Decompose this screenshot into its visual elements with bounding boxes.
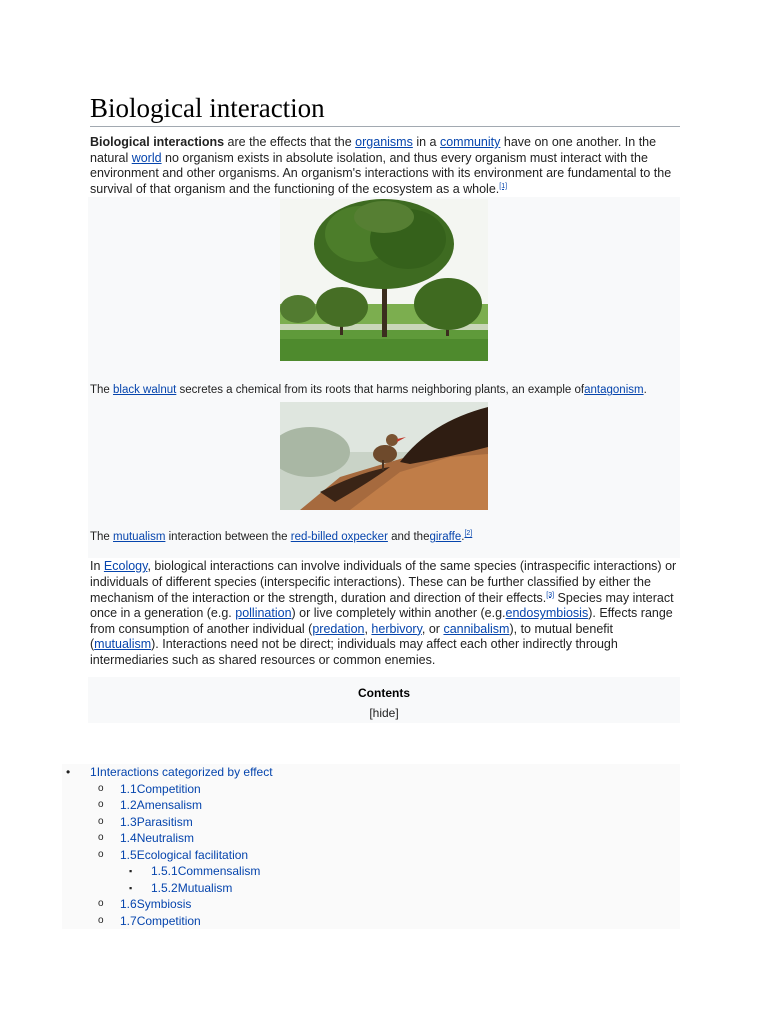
bullet-icon: o <box>98 815 104 827</box>
link-community[interactable]: community <box>439 135 501 149</box>
toc-number: 1.7 <box>120 913 137 928</box>
link-organisms[interactable]: organisms <box>355 135 413 149</box>
toc-number: 1.5.1 <box>151 864 178 878</box>
toc-list <box>62 764 680 929</box>
caption-text: secretes a chemical from its roots that harms neighboring plants, an example of <box>176 384 585 397</box>
link-world[interactable]: world <box>131 150 162 165</box>
oxpecker-image[interactable] <box>280 402 488 510</box>
black-walnut-image[interactable] <box>280 199 488 361</box>
toc-item[interactable] <box>62 880 680 897</box>
toc-item[interactable] <box>62 847 680 864</box>
link-endosymbiosis[interactable]: endosymbiosis <box>505 606 589 621</box>
toc-item[interactable] <box>62 913 680 930</box>
figure-caption <box>88 530 680 558</box>
toc-number: 1.2 <box>120 798 137 812</box>
toc-item[interactable] <box>62 863 680 880</box>
caption-text: . <box>461 531 465 544</box>
link-cannibalism[interactable]: cannibalism <box>443 621 510 636</box>
bullet-icon: o <box>98 799 104 810</box>
toc-item[interactable] <box>62 814 680 831</box>
link-antagonism[interactable]: antagonism <box>584 384 644 397</box>
body-text: ). Effects range from consumption of another individual ( <box>90 606 673 636</box>
link-giraffe[interactable]: giraffe <box>429 531 462 544</box>
toc-item[interactable] <box>62 764 680 781</box>
figure-box <box>88 197 680 558</box>
toc-item[interactable] <box>62 781 680 798</box>
toc-box <box>88 677 680 723</box>
bullet-icon: ▪ <box>129 866 133 876</box>
toc-label: Amensalism <box>136 798 203 812</box>
caption-text: The <box>90 531 114 544</box>
intro-paragraph <box>90 135 680 197</box>
link-red-billed-oxpecker[interactable]: red-billed oxpecker <box>290 531 388 544</box>
toc-number: 1.3 <box>120 814 137 829</box>
bullet-icon: o <box>98 848 104 860</box>
caption-text: The <box>90 384 114 397</box>
body-text: ). Interactions need not be direct; individuals may affect each other indirectly through intermediaries such as shared resources or common enemies. <box>90 637 618 667</box>
figure-caption <box>88 383 680 397</box>
bullet-icon: • <box>66 765 71 779</box>
toc-label: Commensalism <box>177 864 261 878</box>
toc-label: Interactions categorized by effect <box>96 765 273 779</box>
toc-hide-toggle[interactable]: [hide] <box>369 705 399 720</box>
bullet-icon: o <box>98 898 104 909</box>
toc-item[interactable] <box>62 797 680 814</box>
reference-3[interactable]: [3] <box>546 591 555 599</box>
reference-2[interactable]: [2] <box>464 530 473 538</box>
intro-text: in a <box>412 135 440 149</box>
toc-label: Parasitism <box>136 814 193 829</box>
bullet-icon: o <box>98 832 104 843</box>
bullet-icon: o <box>98 914 104 926</box>
link-mutualism[interactable]: mutualism <box>94 637 152 652</box>
body-text: In <box>90 559 104 574</box>
caption-text: . <box>643 384 647 397</box>
body-text: , or <box>421 621 444 636</box>
toc-label: Neutralism <box>136 831 195 845</box>
link-mutualism-caption[interactable]: mutualism <box>113 531 166 544</box>
toc-number: 1 <box>90 765 97 779</box>
intro-term: Biological interactions <box>90 135 225 149</box>
body-text: , biological interactions can involve individuals of the same species (intraspecific interactions) or individuals of different species (interspecific interactions). These can be further classified by either the mechanism of the interaction or the strength, duration and direction of their effects. <box>90 559 677 605</box>
link-pollination[interactable]: pollination <box>235 606 292 621</box>
link-ecology[interactable]: Ecology <box>103 559 148 574</box>
bullet-icon: o <box>98 782 104 794</box>
intro-text: are the effects that the <box>224 135 356 149</box>
toc-title: Contents <box>358 685 410 700</box>
intro-text: have on one another. In the natural <box>90 135 657 165</box>
toc-number: 1.5 <box>120 847 137 862</box>
body-text: ) or live completely within another (e.g. <box>291 606 506 621</box>
body-text: Species may interact once in a generation (e.g. <box>90 590 674 621</box>
toc-item[interactable] <box>62 896 680 913</box>
toc-label: Symbiosis <box>136 897 192 911</box>
toc-number: 1.6 <box>120 897 137 911</box>
toc-label: Mutualism <box>177 880 233 895</box>
figure-oxpecker <box>88 397 680 558</box>
toc-number: 1.1 <box>120 781 137 796</box>
figure-black-walnut <box>88 197 680 397</box>
toc-number: 1.5.2 <box>151 880 178 895</box>
reference-1[interactable]: [1] <box>499 182 508 190</box>
caption-text: interaction between the <box>165 531 291 544</box>
toc-label: Competition <box>136 913 201 928</box>
page-title: Biological interaction <box>90 92 680 127</box>
link-predation[interactable]: predation <box>312 621 365 636</box>
bullet-icon: ▪ <box>129 882 133 893</box>
body-paragraph <box>90 559 680 668</box>
toc-label: Ecological facilitation <box>136 847 249 862</box>
link-black-walnut[interactable]: black walnut <box>113 384 177 397</box>
link-herbivory[interactable]: herbivory <box>371 621 422 636</box>
caption-text: and the <box>387 531 430 544</box>
intro-text: no organism exists in absolute isolation, and thus every organism must interact with the environment and other organisms. An organism's interactions with its environment are fundamental to the survival of that organism and the functioning of the ecosystem as a whole. <box>90 150 672 196</box>
article <box>90 92 680 723</box>
body-text: ), to mutual benefit ( <box>90 621 613 652</box>
body-text: , <box>364 621 372 636</box>
toc-number: 1.4 <box>120 831 137 845</box>
toc-label: Competition <box>136 781 201 796</box>
toc-item[interactable] <box>62 830 680 847</box>
